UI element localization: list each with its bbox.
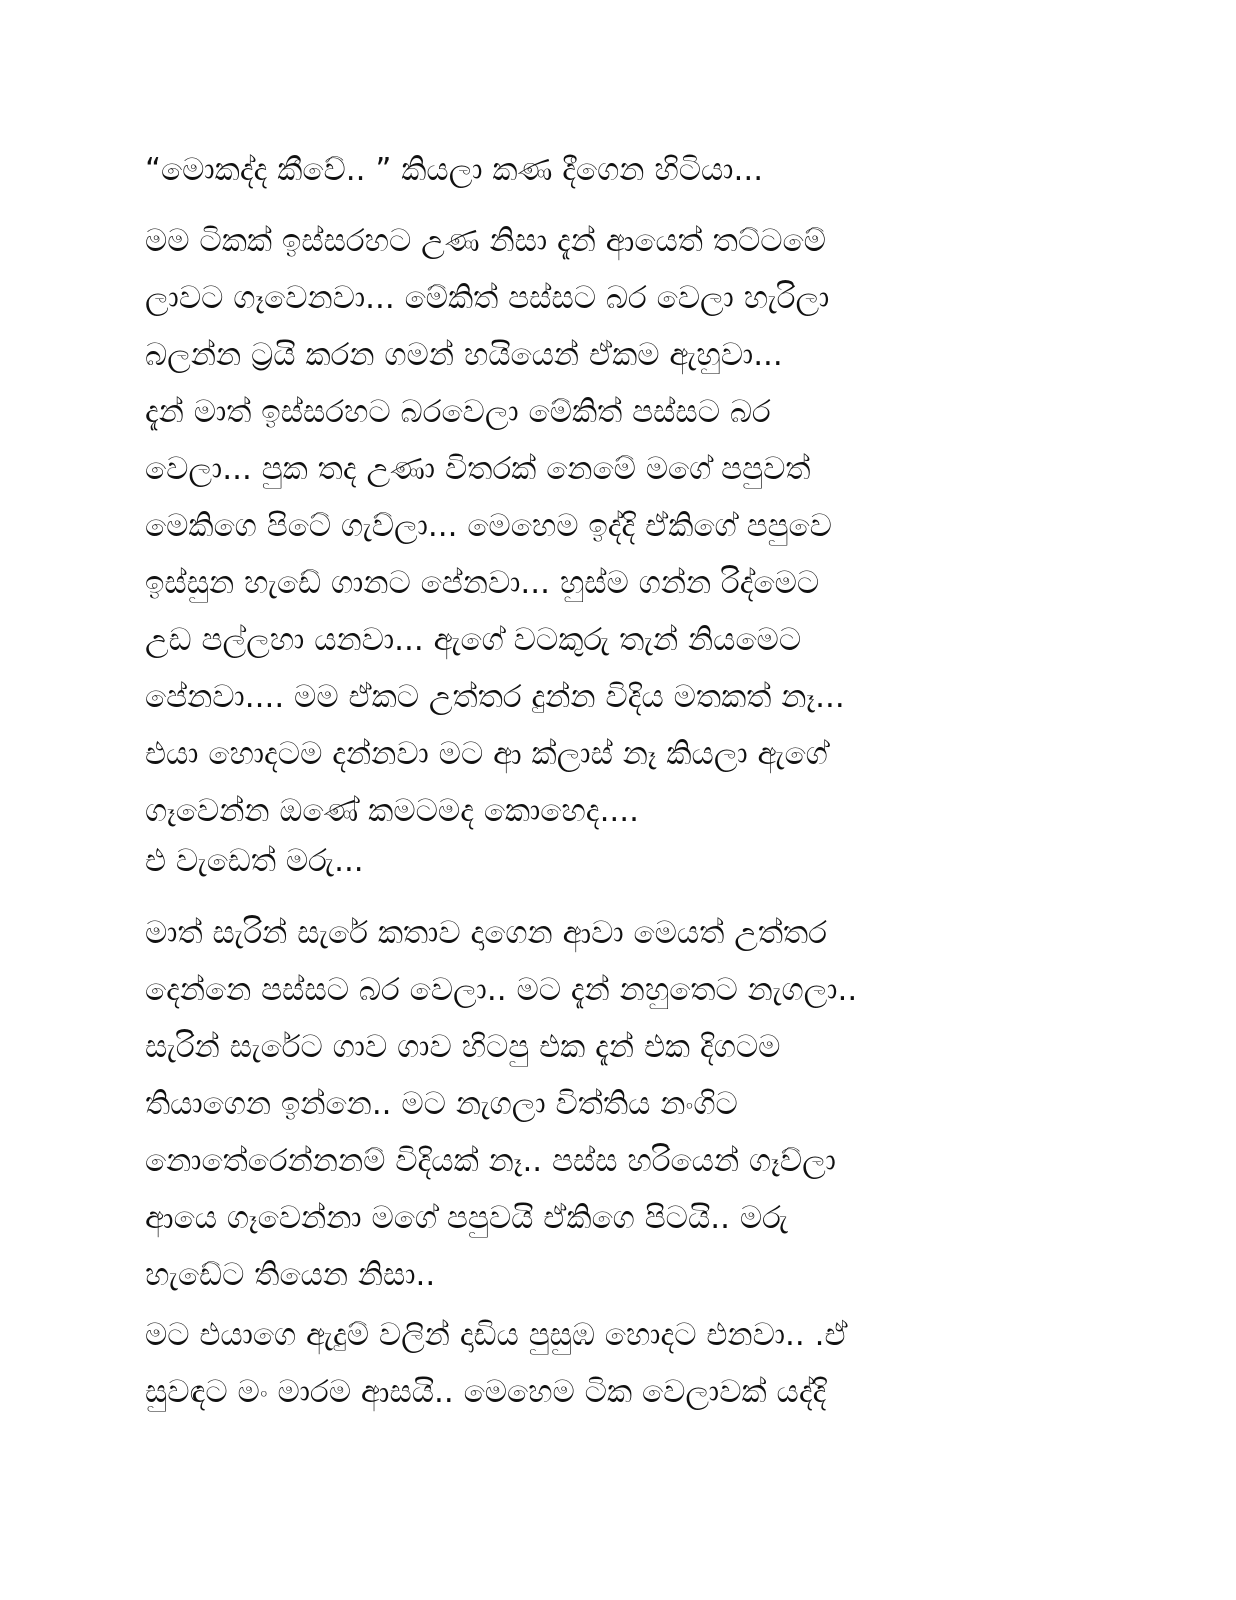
- text-line: පේනවා.... මම ඒකට උත්තර දුන්න විදිය මතකත් නෑ...: [145, 679, 845, 715]
- paragraph-2: [145, 213, 1145, 840]
- text-line: ඉස්සුන හැඩේ ගානට පේනවා... හුස්ම ගන්න රිද්මෙට: [145, 565, 820, 601]
- text-line: ආයෙ ගෑවෙන්නා මගේ පපුවයි ඒකිගෙ පිටයි.. මරු: [145, 1200, 789, 1236]
- paragraph-5: [145, 1307, 1145, 1421]
- text-line: ගෑවෙන්න ඔණේ කමටමද කොහෙද....: [145, 793, 639, 829]
- text-line: තියාගෙන ඉන්නෙ.. මට නැගලා විත්තිය නංගිට: [145, 1086, 738, 1122]
- text-line: එ වැඩෙත් මරු...: [145, 843, 364, 879]
- text-line: එයා හොදටම දන්නවා මට ආ ක්ලාස් නෑ කියලා ඇගේ: [145, 736, 828, 772]
- text-line: ලාවට ගෑවෙනවා... මේකිත් පස්සට බර වෙලා හැරිලා: [145, 280, 830, 316]
- text-line: දැන් මාත් ඉස්සරහට බරවෙලා මේකිත් පස්සට බර: [145, 394, 771, 430]
- text-line: සැරින් සැරේට ගාව ගාව හිටපු එක දැන් එක දිගටම: [145, 1029, 781, 1065]
- text-line: “මොකද්ද කීවේ.. ” කියලා කණ දීගෙන හිටියා...: [145, 152, 764, 188]
- text-line: මෙකිගෙ පිටේ ගැව්ලා... මෙහෙම ඉද්දි ඒකිගේ පපුවෙ: [145, 508, 832, 544]
- text-line: හැඩේට තියෙන නිසා..: [145, 1257, 436, 1293]
- paragraph-4: [145, 905, 1145, 1304]
- text-line: මාත් සැරින් සැරේ කතාව දාගෙන ආවා මෙයත් උත්තර: [145, 915, 827, 951]
- text-line: මට එයාගෙ ඇදුම් වලින් දාඩිය පුසුඹ හොදට එනවා.. .ඒ: [145, 1317, 848, 1353]
- paragraph-1: [145, 142, 1145, 199]
- paragraph-3: [145, 833, 1145, 890]
- text-line: මම ටිකක් ඉස්සරහට උණ නිසා දැන් ආයෙත් තට්ටමේ: [145, 223, 826, 259]
- text-line: නොතේරෙන්නනම් විදියක් නෑ.. පස්ස හරියෙන් ගෑව්ලා: [145, 1143, 836, 1179]
- text-line: බලන්න ට්‍රයි කරන ගමන් හයියෙන් ඒකම ඇහුවා...: [145, 337, 783, 373]
- text-line: වෙලා... පුක තද උණා විතරක් නෙමේ මගේ පපුවත්: [145, 451, 811, 487]
- text-line: දෙන්නෙ පස්සට බර වෙලා.. මට දැන් නහුතෙට නැගලා..: [145, 972, 858, 1008]
- text-line: උඩ පල්ලහා යනවා... ඇගේ වටකුරු තැන් නියමෙට: [145, 622, 802, 658]
- text-line: සුවඳට මං මාරම ආසයි.. මෙහෙම ටික වෙලාවක් යද්දි: [145, 1374, 827, 1410]
